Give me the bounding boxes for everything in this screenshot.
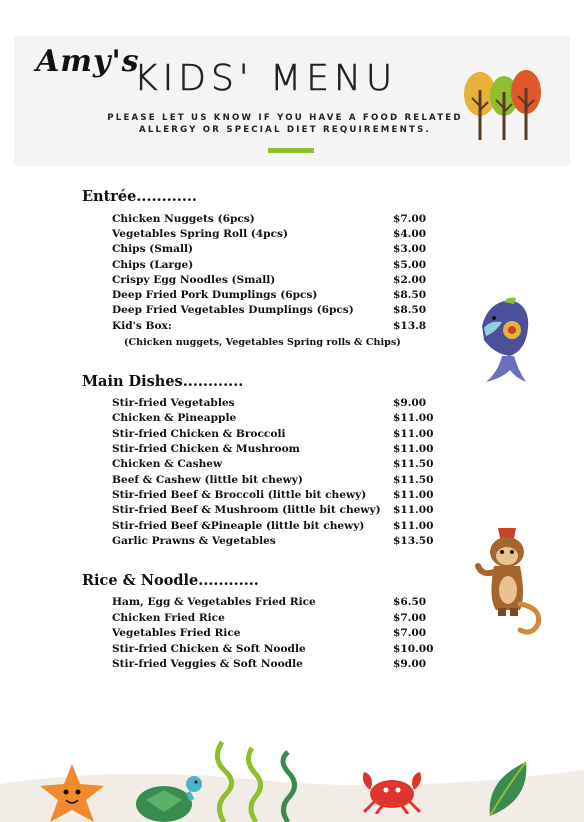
menu-item [112, 212, 427, 227]
menu-item [112, 534, 434, 549]
menu-item-price: $7.00 [393, 612, 427, 624]
menu-item [112, 273, 427, 288]
menu-item-price: $11.00 [393, 443, 434, 455]
menu-item-price: $9.00 [393, 658, 427, 670]
section-heading-main-dishes: Main Dishes............ [82, 373, 244, 390]
trees-icon [460, 66, 546, 142]
menu-item-name: Stir-fried Vegetables [112, 397, 235, 409]
menu-item-price: $2.00 [393, 274, 427, 286]
menu-item [112, 626, 427, 641]
menu-item-price: $13.8 [393, 320, 427, 332]
starfish-icon [36, 760, 108, 822]
menu-item [112, 427, 434, 442]
menu-item-price: $11.50 [393, 474, 434, 486]
menu-item [112, 396, 427, 411]
menu-item-price: $11.50 [393, 458, 434, 470]
menu-item-name: Vegetables Fried Rice [112, 627, 241, 639]
menu-item [112, 503, 434, 518]
menu-item [112, 457, 434, 472]
menu-item-name: Stir-fried Chicken & Mushroom [112, 443, 300, 455]
kids-box-note: (Chicken nuggets, Vegetables Spring rolls & Chips) [124, 337, 401, 348]
menu-item [112, 258, 427, 273]
menu-item [112, 242, 427, 257]
menu-item-name: Vegetables Spring Roll (4pcs) [112, 228, 289, 240]
menu-item-price: $7.00 [393, 213, 427, 225]
menu-item-price: $11.00 [393, 412, 434, 424]
menu-item-name: Chicken & Cashew [112, 458, 223, 470]
menu-item-name: Chips (Small) [112, 243, 194, 255]
menu-item-name: Chicken & Pineapple [112, 412, 237, 424]
menu-item-name: Chicken Fried Rice [112, 612, 225, 624]
menu-item-price: $11.00 [393, 489, 434, 501]
section-heading-rice-noodle: Rice & Noodle............ [82, 572, 259, 589]
menu-item-name: Kid's Box: [112, 320, 172, 332]
menu-item-name: Chicken Nuggets (6pcs) [112, 213, 255, 225]
menu-item-price: $13.50 [393, 535, 434, 547]
page-title: KIDS' MENU [134, 58, 398, 99]
menu-item [112, 642, 434, 657]
menu-item-price: $5.00 [393, 259, 427, 271]
allergy-notice-line-2: ALLERGY OR SPECIAL DIET REQUIREMENTS. [139, 125, 431, 135]
seaweed-icon [208, 736, 308, 822]
menu-item-price: $8.50 [393, 289, 427, 301]
menu-item-name: Stir-fried Chicken & Soft Noodle [112, 643, 306, 655]
header-divider [268, 148, 314, 153]
menu-item [112, 473, 434, 488]
allergy-notice [100, 112, 470, 136]
menu-item-name: Chips (Large) [112, 259, 194, 271]
leaf-icon [484, 758, 532, 820]
menu-item-name: Crispy Egg Noodles (Small) [112, 274, 276, 286]
section-heading-entree: Entrée............ [82, 188, 197, 205]
menu-item-price: $10.00 [393, 643, 434, 655]
monkey-icon [472, 520, 548, 638]
menu-item-name: Ham, Egg & Vegetables Fried Rice [112, 596, 316, 608]
menu-item-name: Stir-fried Beef & Mushroom (little bit chewy) [112, 504, 381, 516]
crab-icon [352, 764, 432, 814]
menu-item-price: $11.00 [393, 504, 434, 516]
menu-item-price: $3.00 [393, 243, 427, 255]
menu-item-price: $4.00 [393, 228, 427, 240]
menu-item [112, 411, 434, 426]
menu-item [112, 319, 427, 334]
menu-item [112, 611, 427, 626]
menu-item-price: $9.00 [393, 397, 427, 409]
menu-item-name: Beef & Cashew (little bit chewy) [112, 474, 303, 486]
menu-item [112, 595, 427, 610]
menu-item-price: $11.00 [393, 428, 434, 440]
menu-item-name: Stir-fried Beef &Pineaple (little bit chewy) [112, 520, 365, 532]
menu-item-price: $6.50 [393, 596, 427, 608]
menu-item-name: Stir-fried Beef & Broccoli (little bit chewy) [112, 489, 367, 501]
menu-item [112, 488, 434, 503]
menu-item [112, 657, 427, 672]
menu-item-name: Stir-fried Veggies & Soft Noodle [112, 658, 303, 670]
menu-item [112, 227, 427, 242]
menu-item [112, 303, 427, 318]
menu-item-name: Deep Fried Vegetables Dumplings (6pcs) [112, 304, 354, 316]
menu-item-name: Deep Fried Pork Dumplings (6pcs) [112, 289, 318, 301]
turtle-icon [126, 770, 208, 822]
brand-name: Amy's [36, 44, 140, 79]
fish-icon [474, 296, 534, 388]
menu-item [112, 288, 427, 303]
menu-item-name: Stir-fried Chicken & Broccoli [112, 428, 286, 440]
menu-item-price: $8.50 [393, 304, 427, 316]
menu-item-price: $11.00 [393, 520, 434, 532]
menu-item-price: $7.00 [393, 627, 427, 639]
menu-item [112, 519, 434, 534]
menu-item-name: Garlic Prawns & Vegetables [112, 535, 276, 547]
menu-item [112, 442, 434, 457]
allergy-notice-line-1: PLEASE LET US KNOW IF YOU HAVE A FOOD RELATED [107, 113, 463, 123]
